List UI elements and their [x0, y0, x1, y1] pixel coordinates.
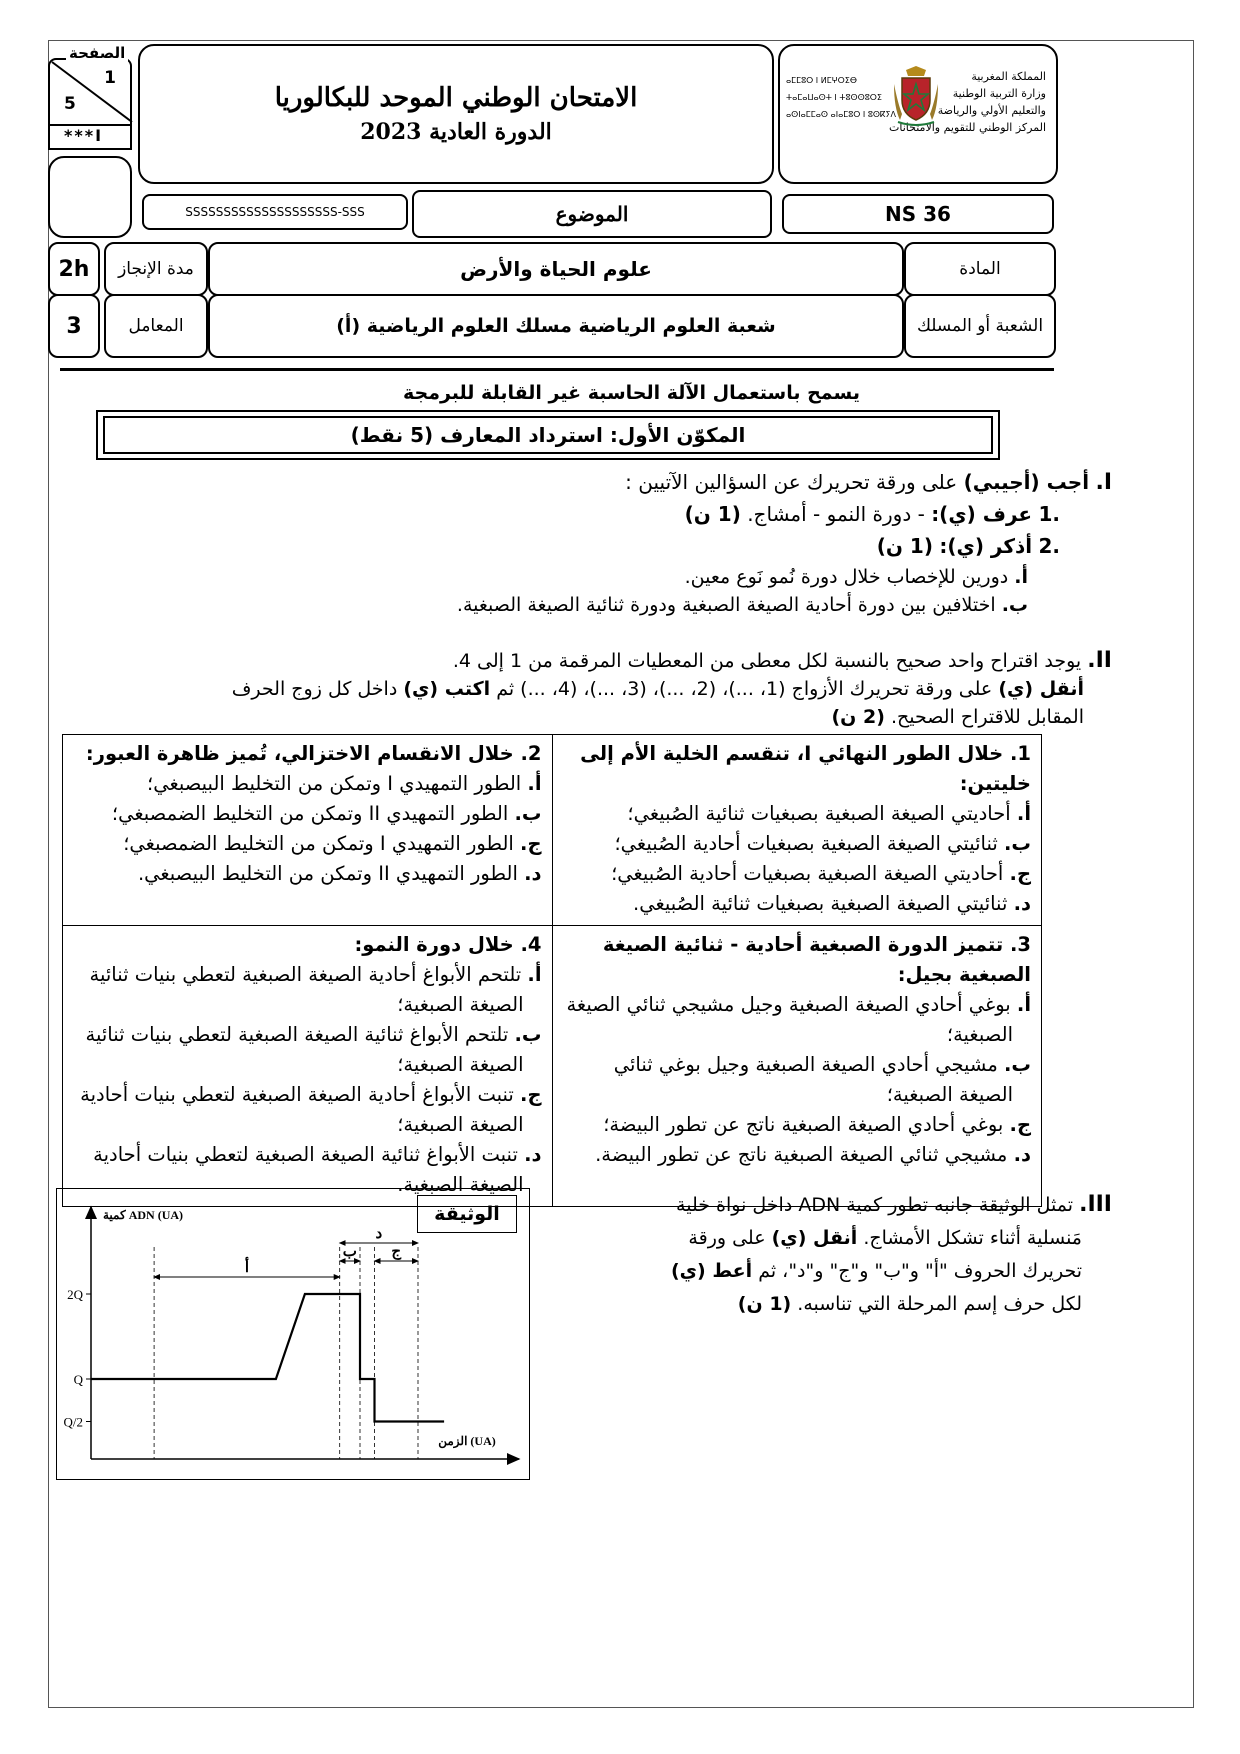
duration-label: مدة الإنجاز: [104, 242, 208, 296]
component-title: المكوّن الأول: استرداد المعارف (5 نقط): [103, 416, 993, 454]
coat-of-arms-icon: [892, 64, 940, 128]
question-3-option: د. مشيجي ثنائي الصيغة الصبغية ناتج عن تطور البيضة.: [595, 1143, 1031, 1166]
coefficient-label: المعامل: [104, 294, 208, 358]
document-chart-frame: [56, 1188, 530, 1480]
question-2-option: د. الطور التمهيدي II وتمكن من التخليط البيصبغي.: [137, 862, 542, 885]
part1-q1: .1 عرف (ي): - دورة النمو - أمشاج. (1 ن): [684, 502, 1060, 526]
page-current: 1: [104, 68, 116, 88]
branch-value: شعبة العلوم الرياضية مسلك العلوم الرياضية (أ): [208, 294, 904, 358]
part2-line3: المقابل للاقتراح الصحيح. (2 ن): [831, 706, 1084, 728]
question-1-cell: [552, 735, 1042, 926]
question-2-option: أ. الطور التمهيدي I وتمكن من التخليط البيصبغي؛: [147, 772, 542, 795]
question-3-option: ج. بوغي أحادي الصيغة الصبغية ناتج عن تطور البيضة؛: [603, 1113, 1031, 1136]
question-3-option: ب. مشيجي أحادي الصيغة الصبغية وجيل بوغي ثنائي الصيغة الصبغية؛: [613, 1053, 1031, 1106]
header-divider: [60, 368, 1054, 371]
ministry-arabic: المملكة المغربية وزارة التربية الوطنية والتعليم الأولي والرياضة المركز الوطني للتقويم والامتحانات: [889, 70, 1046, 134]
question-4-option: ب. تلتحم الأبواغ ثنائية الصيغة الصبغية لتعطي بنيات ثنائية الصيغة الصبغية؛: [85, 1023, 542, 1076]
chart-labels: [64, 1208, 496, 1449]
question-1-title: 1. خلال الطور النهائي I، تنقسم الخلية الأم إلى خليتين:: [580, 742, 1031, 795]
duration-value: 2h: [48, 242, 100, 296]
matter-label: المادة: [904, 242, 1056, 296]
chart-title: الوثيقة: [417, 1195, 517, 1233]
page-number-box: [48, 58, 132, 150]
question-4-option: ج. تنبت الأبواغ أحادية الصيغة الصبغية لتعطي بنيات أحادية الصيغة الصبغية؛: [80, 1083, 542, 1136]
question-1-option: أ. أحاديتي الصيغة الصبغية بصبغيات ثنائية الصُبيغي؛: [627, 802, 1031, 825]
question-4-title: 4. خلال دورة النمو:: [354, 933, 542, 956]
y-tick-label: Q: [73, 1372, 83, 1387]
ministry-tifinagh: ⴰⵎⵎⵓⵔ ⵏ ⵍⵎⵖⵔⵉⴱ ⵜⴰⵎⴰⵡⴰⵙⵜ ⵏ ⵜⵓⵙⵙⵓⵔⵉ ⴰⵙⵏⴰⵎⵎⴰⵙ ⴰⵏⴰⵎⵓⵔ ⵏ ⵓⵙⴽⵢⴷ: [786, 76, 896, 119]
exam-title-box: [138, 44, 774, 184]
question-1-option: د. ثنائيتي الصيغة الصبغية بصبغيات ثنائية الصُبيغي.: [633, 892, 1031, 915]
page-total: 5: [64, 94, 76, 114]
question-2-option: ج. الطور التمهيدي I وتمكن من التخليط الضمصبغي؛: [123, 832, 542, 855]
subject-label: الموضوع: [412, 190, 772, 238]
question-1-option: ب. ثنائيتي الصيغة الصبغية بصبغيات أحادية الصُبيغي؛: [614, 832, 1031, 855]
component-title-box: [96, 410, 1000, 460]
blank-box: [48, 156, 132, 238]
part1-q2b: ب. اختلافين بين دورة أحادية الصيغة الصبغية ودورة ثنائية الصيغة الصبغية.: [456, 594, 1028, 616]
phase-a-label: أ: [244, 1260, 249, 1276]
part2-line2: أنقل (ي) على ورقة تحريرك الأزواج (1، ...)، (2، ...)، (3، ...)، (4، ...) ثم اكتب (ي) داخل كل زوج الحرف: [231, 678, 1084, 700]
dna-curve: [91, 1294, 444, 1422]
question-2-cell: [63, 735, 553, 926]
question-4-option: د. تنبت الأبواغ ثنائية الصيغة الصبغية لتعطي بنيات أحادية الصيغة الصبغية.: [93, 1143, 542, 1196]
question-1-option: ج. أحاديتي الصيغة الصبغية بصبغيات أحادية الصُبيغي؛: [611, 862, 1031, 885]
question-2-option: ب. الطور التمهيدي II وتمكن من التخليط الضمصبغي؛: [111, 802, 542, 825]
exam-code: NS 36: [782, 194, 1054, 234]
exam-session: الدورة العادية 2023: [360, 119, 552, 145]
x-axis-label: الزمن (UA): [438, 1434, 496, 1448]
part1-q2a: أ. دورين للإخصاب خلال دورة نُمو نَوع معين.: [684, 566, 1028, 588]
calculator-note: يسمح باستعمال الآلة الحاسبة غير القابلة للبرمجة: [402, 382, 860, 404]
part2-line1: II. يوجد اقتراح واحد صحيح بالنسبة لكل معطى من المعطيات المرقمة من 1 إلى 4.: [452, 648, 1112, 673]
question-4-option: أ. تلتحم الأبواغ أحادية الصيغة الصبغية لتعطي بنيات ثنائية الصيغة الصبغية؛: [89, 963, 542, 1016]
matter-value: علوم الحياة والأرض: [208, 242, 904, 296]
y-tick-label: Q/2: [63, 1414, 83, 1430]
page-stars: ***I: [64, 126, 104, 145]
page-label: الصفحة: [66, 44, 128, 62]
part3-text: III. تمثل الوثيقة جانبه تطور كمية ADN داخل نواة خلية مَنسلية أثناء تشكل الأمشاج. أنقل (ي) على ورقة تحريرك الحروف "أ" و"ب" و"ج" و"د"، ثم أعط (ي) لكل حرف إسم المرحلة التي تناسبه. (1 ن): [670, 1192, 1112, 1315]
y-axis-label: كمية ADN (UA): [103, 1208, 184, 1222]
part1-intro: I. أجب (أجيبي) على ورقة تحريرك عن السؤالين الآتيين :: [625, 470, 1112, 495]
part1-q2: .2 أذكر (ي): (1 ن): [876, 534, 1060, 558]
part2-table: [62, 734, 1042, 1207]
chart-curve: [91, 1294, 444, 1422]
phase-c-label: ج: [391, 1244, 402, 1260]
question-3-cell: [552, 926, 1042, 1207]
question-3-option: أ. بوغي أحادي الصيغة الصبغية وجيل مشيجي ثنائي الصيغة الصبغية؛: [566, 993, 1031, 1046]
exam-title: الامتحان الوطني الموحد للبكالوريا: [274, 83, 638, 113]
y-tick-label: 2Q: [67, 1287, 83, 1302]
page-box-diagonal: [50, 60, 134, 124]
ministry-box: [778, 44, 1058, 184]
question-2-title: 2. خلال الانقسام الاختزالي، تُميز ظاهرة العبور:: [85, 742, 542, 765]
phase-d-label: د: [375, 1226, 383, 1242]
question-3-title: 3. تتميز الدورة الصبغية أحادية - ثنائية الصيغة الصبغية بجيل:: [602, 933, 1031, 986]
candidate-code-box: SSSSSSSSSSSSSSSSSSSS-SSS: [142, 194, 408, 230]
phase-b-label: ب: [342, 1244, 357, 1260]
branch-label: الشعبة أو المسلك: [904, 294, 1056, 358]
coefficient-value: 3: [48, 294, 100, 358]
question-4-cell: [63, 926, 553, 1207]
chart-axes: [86, 1207, 519, 1459]
